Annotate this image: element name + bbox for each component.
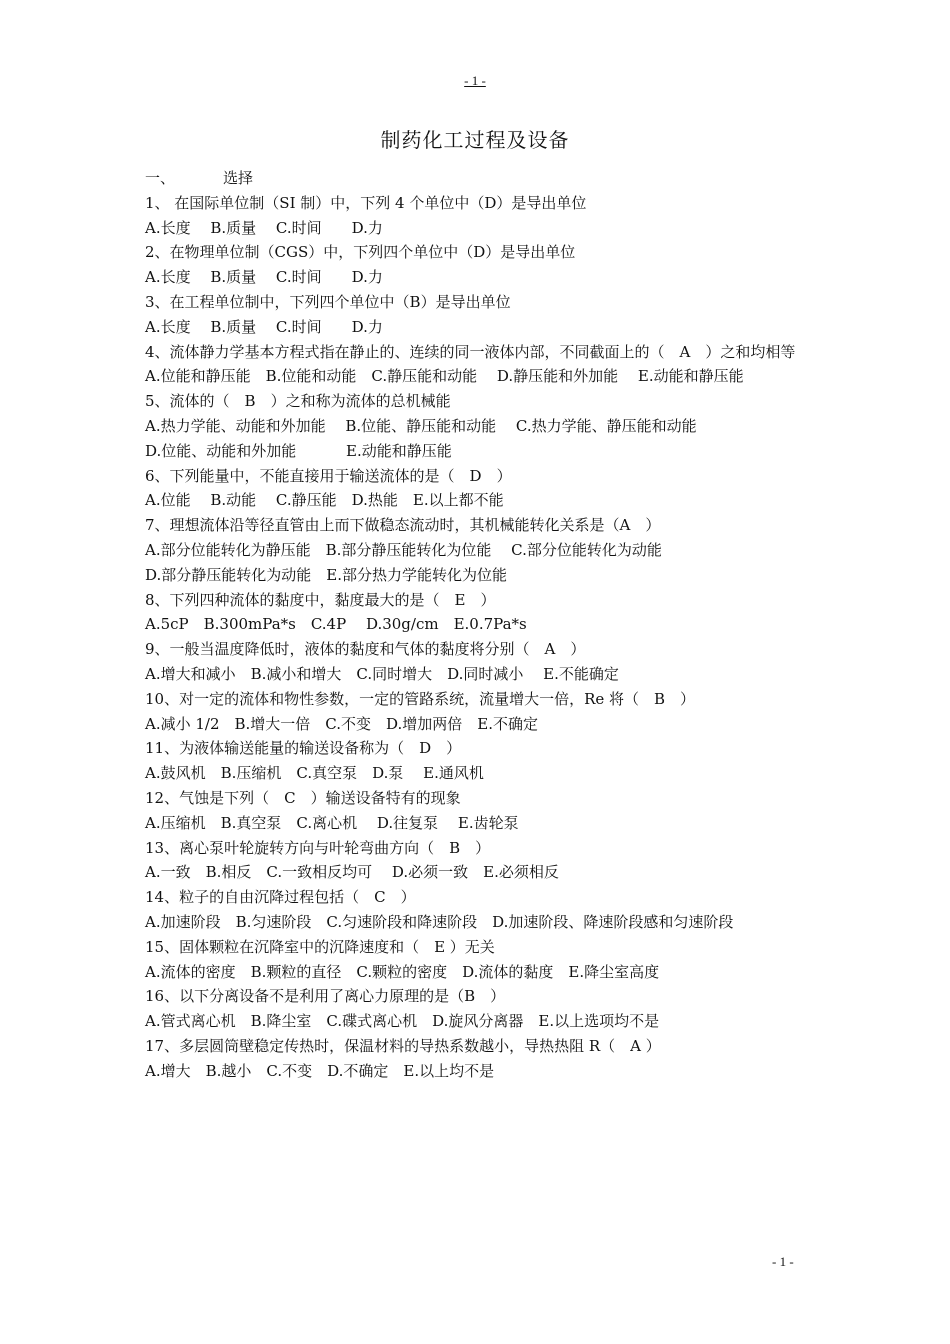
question-line: 1、 在国际单位制（SI 制）中，下列 4 个单位中（D）是导出单位 [145,193,587,212]
document-title: 制药化工过程及设备 [380,128,570,152]
question-line: 3、在工程单位制中，下列四个单位中（B）是导出单位 [145,292,511,311]
question-list [145,166,815,1083]
options-line: D.位能、动能和外加能 E.动能和静压能 [145,441,452,460]
options-line: A.位能 B.动能 C.静压能 D.热能 E.以上都不能 [145,491,504,510]
options-line: D.部分静压能转化为动能 E.部分热力学能转化为位能 [145,565,507,584]
section-name: 选择 [223,169,254,187]
question-line: 4、流体静力学基本方程式指在静止的、连续的同一液体内部，不同截面上的（ A ）之和均相等 [145,342,796,361]
question-line: 7、理想流体沿等径直管由上而下做稳态流动时，其机械能转化关系是（A ） [145,516,661,535]
options-line: A.位能和静压能 B.位能和动能 C.静压能和动能 D.静压能和外加能 E.动能和静压能 [145,367,744,386]
question-line: 2、在物理单位制（CGS）中，下列四个单位中（D）是导出单位 [145,243,576,262]
options-line: A.长度 B.质量 C.时间 D.力 [145,317,383,336]
options-line: A.长度 B.质量 C.时间 D.力 [145,268,383,287]
question-line: 17、多层圆筒壁稳定传热时，保温材料的导热系数越小，导热热阻 R（ A ） [145,1036,661,1055]
options-line: A.增大 B.越小 C.不变 D.不确定 E.以上均不是 [145,1061,495,1080]
section-heading [145,166,815,191]
options-line: A.长度 B.质量 C.时间 D.力 [145,218,383,237]
options-line: A.加速阶段 B.匀速阶段 C.匀速阶段和降速阶段 D.加速阶段、降速阶段感和匀速阶段 [145,912,734,931]
options-line: A.管式离心机 B.降尘室 C.碟式离心机 D.旋风分离器 E.以上选项均不是 [145,1012,660,1031]
options-line: A.增大和减小 B.减小和增大 C.同时增大 D.同时减小 E.不能确定 [145,664,619,683]
question-line: 13、离心泵叶轮旋转方向与叶轮弯曲方向（ B ） [145,838,491,857]
page-number-top [0,73,950,89]
question-line: 12、气蚀是下列（ C ）输送设备特有的现象 [145,788,461,807]
options-line: A.一致 B.相反 C.一致相反均可 D.必须一致 E.必须相反 [145,863,559,882]
page-number-top-text: - 1 - [464,73,486,88]
question-line: 15、固体颗粒在沉降室中的沉降速度和（ E ）无关 [145,937,495,956]
question-line: 9、一般当温度降低时，液体的黏度和气体的黏度将分别（ A ） [145,640,586,659]
question-line: 14、粒子的自由沉降过程包括（ C ） [145,888,416,907]
question-line: 11、为液体输送能量的输送设备称为（ D ） [145,739,462,758]
question-line: 8、下列四种流体的黏度中，黏度最大的是（ E ） [145,590,496,609]
page-number-bottom: - 1 - [772,1254,794,1269]
options-line: A.鼓风机 B.压缩机 C.真空泵 D.泵 E.通风机 [145,764,484,783]
options-line: A.5cP B.300mPa*s C.4P D.30g/cm E.0.7Pa*s [145,615,527,634]
options-line: A.部分位能转化为静压能 B.部分静压能转化为位能 C.部分位能转化为动能 [145,540,662,559]
options-line: A.压缩机 B.真空泵 C.离心机 D.往复泵 E.齿轮泵 [145,813,519,832]
options-line: A.热力学能、动能和外加能 B.位能、静压能和动能 C.热力学能、静压能和动能 [145,416,697,435]
question-line: 6、下列能量中，不能直接用于输送流体的是（ D ） [145,466,512,485]
section-number: 一、 [145,169,176,187]
question-line: 16、以下分离设备不是利用了离心力原理的是（B ） [145,987,506,1006]
question-line: 5、流体的（ B ）之和称为流体的总机械能 [145,392,451,411]
options-line: A.减小 1/2 B.增大一倍 C.不变 D.增加两倍 E.不确定 [145,714,538,733]
question-line: 10、对一定的流体和物性参数，一定的管路系统，流量增大一倍，Re 将（ B ） [145,689,696,708]
options-line: A.流体的密度 B.颗粒的直径 C.颗粒的密度 D.流体的黏度 E.降尘室高度 [145,962,660,981]
